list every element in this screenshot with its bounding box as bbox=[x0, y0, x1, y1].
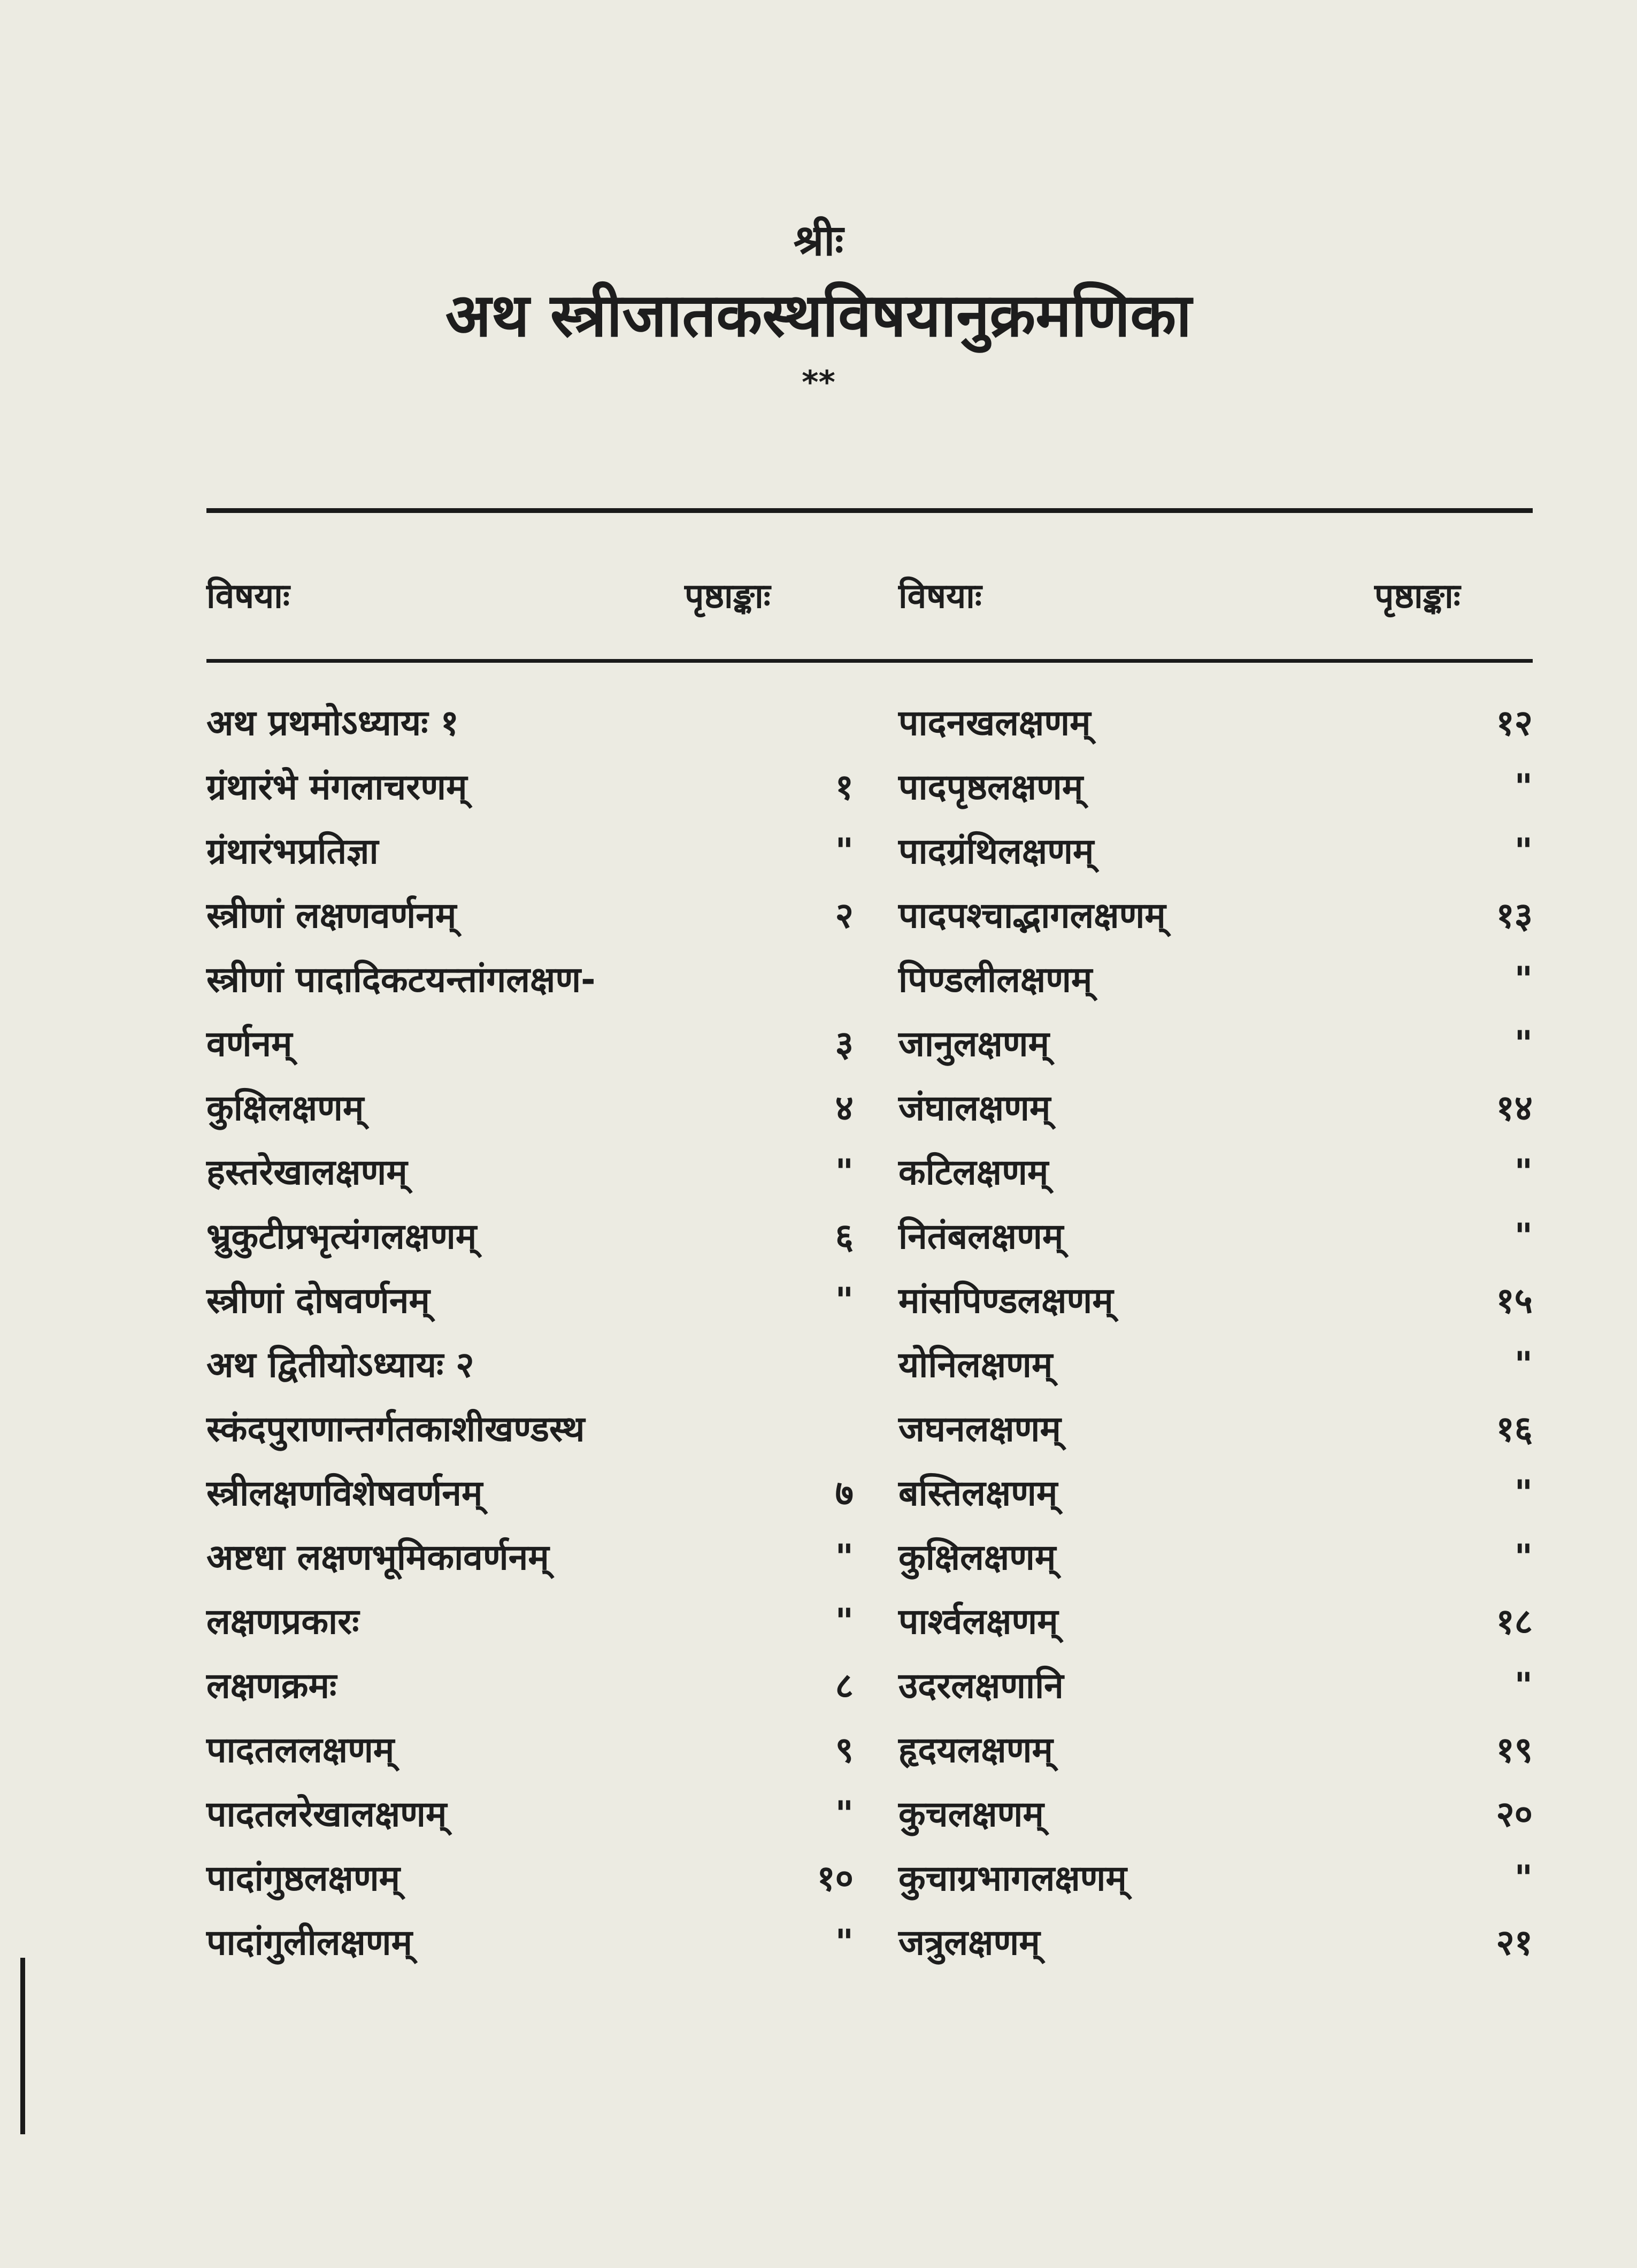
title-ornament: ** bbox=[802, 364, 835, 401]
toc-entry-title: कुक्षिलक्षणम् bbox=[898, 1537, 1056, 1578]
toc-entry-title: ग्रंथारंभे मंगलाचरणम् bbox=[206, 767, 467, 808]
toc-entry-page: १९ bbox=[1496, 1729, 1533, 1771]
toc-entry-page: ८ bbox=[835, 1665, 854, 1706]
toc-entry-title: ग्रंथारंभप्रतिज्ञा bbox=[206, 831, 379, 872]
toc-entry-title: लक्षणक्रमः bbox=[206, 1665, 337, 1706]
toc-entry-page: " bbox=[1514, 959, 1533, 1000]
toc-entry-page: ४ bbox=[835, 1087, 854, 1129]
left-contents-column bbox=[206, 691, 854, 1975]
toc-entry bbox=[206, 1205, 854, 1269]
toc-entry bbox=[898, 948, 1533, 1012]
toc-entry-page: १८ bbox=[1496, 1601, 1533, 1642]
toc-entry bbox=[206, 1526, 854, 1590]
toc-entry bbox=[898, 1654, 1533, 1718]
toc-entry bbox=[898, 1012, 1533, 1076]
toc-entry-page: " bbox=[1514, 1152, 1533, 1193]
toc-entry-title: पिण्डलीलक्षणम् bbox=[898, 959, 1093, 1000]
margin-mark bbox=[20, 1958, 25, 2134]
toc-entry bbox=[206, 1718, 854, 1782]
toc-entry bbox=[206, 1911, 854, 1975]
toc-entry-page: १३ bbox=[1496, 895, 1533, 936]
toc-entry-title: कटिलक्षणम् bbox=[898, 1152, 1049, 1193]
toc-entry-title: अथ द्वितीयोऽध्यायः २ bbox=[206, 1344, 474, 1385]
toc-entry-title: हृदयलक्षणम् bbox=[898, 1729, 1053, 1771]
toc-entry-page: " bbox=[1514, 1858, 1533, 1899]
toc-entry-page: " bbox=[1514, 1537, 1533, 1578]
toc-entry-title: पादपृष्ठलक्षणम् bbox=[898, 767, 1083, 808]
toc-entry-page: ३ bbox=[835, 1023, 854, 1064]
toc-entry bbox=[898, 1269, 1533, 1333]
toc-entry-title: पार्श्वलक्षणम् bbox=[898, 1601, 1058, 1642]
toc-entry-page: " bbox=[1514, 1216, 1533, 1257]
toc-entry-title: अथ प्रथमोऽध्यायः १ bbox=[206, 702, 459, 744]
toc-entry bbox=[206, 1140, 854, 1205]
toc-entry-page: " bbox=[1514, 831, 1533, 872]
toc-entry-page: " bbox=[1514, 767, 1533, 808]
toc-entry-page: " bbox=[1514, 1344, 1533, 1385]
toc-entry-title: जानुलक्षणम् bbox=[898, 1023, 1049, 1064]
toc-entry-page: १४ bbox=[1496, 1087, 1533, 1129]
toc-entry-title: पादतललक्षणम् bbox=[206, 1729, 395, 1771]
toc-entry-page: " bbox=[1514, 1665, 1533, 1706]
left-page-header: पृष्ठाङ्काः bbox=[685, 577, 771, 616]
toc-entry-title: पादपश्चाद्भागलक्षणम् bbox=[898, 895, 1166, 936]
toc-entry-page: ९ bbox=[835, 1729, 854, 1771]
toc-entry-page: १० bbox=[817, 1858, 854, 1899]
toc-entry bbox=[898, 1526, 1533, 1590]
toc-entry-page: " bbox=[835, 831, 854, 872]
toc-entry-page: " bbox=[835, 1537, 854, 1578]
toc-entry bbox=[206, 1461, 854, 1526]
toc-entry-title: पादांगुलीलक्षणम् bbox=[206, 1922, 412, 1963]
toc-entry-title: स्त्रीणां पादादिकटयन्तांगलक्षण- bbox=[206, 959, 596, 1000]
toc-entry bbox=[206, 819, 854, 884]
toc-entry-page: ६ bbox=[835, 1216, 854, 1257]
toc-entry-page: १२ bbox=[1496, 702, 1533, 744]
toc-entry bbox=[206, 1333, 854, 1397]
toc-entry-title: पादतलरेखालक्षणम् bbox=[206, 1794, 447, 1835]
toc-entry-title: स्त्रीलक्षणविशेषवर्णनम् bbox=[206, 1473, 483, 1514]
toc-entry-title: हस्तरेखालक्षणम् bbox=[206, 1152, 408, 1193]
toc-entry-title: जत्रुलक्षणम् bbox=[898, 1922, 1040, 1963]
toc-entry bbox=[898, 819, 1533, 884]
toc-entry bbox=[206, 1590, 854, 1654]
toc-entry bbox=[898, 1782, 1533, 1846]
toc-entry-page: " bbox=[835, 1601, 854, 1642]
toc-entry bbox=[206, 1654, 854, 1718]
right-page-header: पृष्ठाङ्काः bbox=[1374, 577, 1461, 616]
toc-entry-page: २१ bbox=[1496, 1922, 1533, 1963]
toc-entry-page: १ bbox=[835, 767, 854, 808]
toc-entry bbox=[206, 884, 854, 948]
toc-entry bbox=[898, 1718, 1533, 1782]
toc-entry bbox=[206, 1269, 854, 1333]
toc-entry-title: कुचाग्रभागलक्षणम् bbox=[898, 1858, 1127, 1899]
toc-entry-title: पादांगुष्ठलक्षणम् bbox=[206, 1858, 401, 1899]
toc-entry bbox=[206, 691, 854, 755]
left-subject-header: विषयाः bbox=[206, 577, 290, 616]
invocation: श्रीः bbox=[793, 216, 844, 265]
toc-entry bbox=[206, 1076, 854, 1140]
toc-entry-page: " bbox=[835, 1280, 854, 1321]
toc-entry-title: कुचलक्षणम् bbox=[898, 1794, 1044, 1835]
toc-entry-title: पादनखलक्षणम् bbox=[898, 702, 1091, 744]
toc-entry-title: जघनलक्षणम् bbox=[898, 1408, 1061, 1450]
toc-entry bbox=[898, 691, 1533, 755]
toc-entry bbox=[206, 1397, 854, 1461]
toc-entry bbox=[206, 755, 854, 819]
toc-entry bbox=[206, 948, 854, 1012]
page-title: अथ स्त्रीजातकस्थविषयानुक्रमणिका bbox=[445, 281, 1192, 350]
toc-entry-title: कुक्षिलक्षणम् bbox=[206, 1087, 364, 1129]
toc-entry-title: स्कंदपुराणान्तर्गतकाशीखण्डस्थ bbox=[206, 1408, 585, 1450]
toc-entry bbox=[898, 1205, 1533, 1269]
toc-entry-title: योनिलक्षणम् bbox=[898, 1344, 1053, 1385]
toc-entry-title: स्त्रीणां लक्षणवर्णनम् bbox=[206, 895, 457, 936]
right-subject-header: विषयाः bbox=[898, 577, 982, 616]
header-rule bbox=[206, 659, 1533, 663]
toc-entry bbox=[898, 1076, 1533, 1140]
toc-entry bbox=[206, 1012, 854, 1076]
toc-entry bbox=[898, 1140, 1533, 1205]
toc-entry-title: उदरलक्षणानि bbox=[898, 1665, 1064, 1706]
right-contents-column bbox=[898, 691, 1533, 1975]
toc-entry-page: " bbox=[835, 1922, 854, 1963]
toc-entry-page: " bbox=[1514, 1473, 1533, 1514]
toc-entry-title: लक्षणप्रकारः bbox=[206, 1601, 359, 1642]
toc-entry bbox=[898, 1333, 1533, 1397]
toc-entry-page: १५ bbox=[1496, 1280, 1533, 1321]
toc-entry-page: १६ bbox=[1496, 1408, 1533, 1450]
toc-entry-page: २० bbox=[1496, 1794, 1533, 1835]
toc-entry-title: वर्णनम् bbox=[206, 1023, 293, 1064]
toc-entry-page: " bbox=[1514, 1023, 1533, 1064]
toc-entry-title: भ्रुकुटीप्रभृत्यंगलक्षणम् bbox=[206, 1216, 477, 1257]
toc-entry bbox=[898, 884, 1533, 948]
toc-entry-page: २ bbox=[835, 895, 854, 936]
toc-entry-page: ७ bbox=[835, 1473, 854, 1514]
toc-entry bbox=[206, 1846, 854, 1911]
toc-entry bbox=[898, 1590, 1533, 1654]
toc-entry-title: स्त्रीणां दोषवर्णनम् bbox=[206, 1280, 430, 1321]
toc-entry-title: जंघालक्षणम् bbox=[898, 1087, 1051, 1129]
toc-entry-page: " bbox=[835, 1152, 854, 1193]
toc-entry bbox=[898, 1911, 1533, 1975]
toc-entry bbox=[898, 1397, 1533, 1461]
toc-entry-title: पादग्रंथिलक्षणम् bbox=[898, 831, 1094, 872]
top-rule bbox=[206, 508, 1533, 513]
toc-entry-title: बस्तिलक्षणम् bbox=[898, 1473, 1058, 1514]
toc-entry-title: अष्टधा लक्षणभूमिकावर्णनम् bbox=[206, 1537, 549, 1578]
toc-entry bbox=[206, 1782, 854, 1846]
toc-entry-page: " bbox=[835, 1794, 854, 1835]
toc-entry-title: नितंबलक्षणम् bbox=[898, 1216, 1064, 1257]
toc-entry bbox=[898, 1461, 1533, 1526]
toc-entry-title: मांसपिण्डलक्षणम् bbox=[898, 1280, 1113, 1321]
toc-entry bbox=[898, 1846, 1533, 1911]
toc-entry bbox=[898, 755, 1533, 819]
